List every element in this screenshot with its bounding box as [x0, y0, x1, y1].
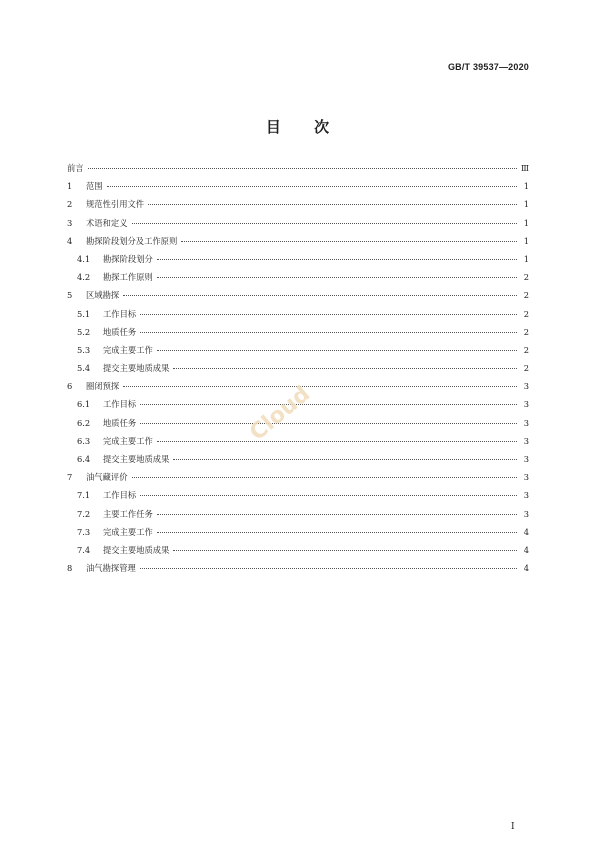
toc-entry-label: 完成主要工作 [103, 435, 153, 446]
toc-entry-label: 油气勘探管理 [86, 563, 136, 574]
toc-entry[interactable] [67, 398, 529, 416]
toc-entry-page: 3 [523, 435, 529, 446]
toc-entry-label: 区域勘探 [86, 290, 120, 301]
toc-entry-page: 1 [523, 253, 529, 264]
toc-entry[interactable] [67, 544, 529, 562]
toc-entry[interactable] [67, 217, 529, 235]
dot-leader [173, 368, 517, 369]
dot-leader [157, 514, 517, 515]
toc-entry-page: Ⅲ [520, 163, 529, 173]
toc-entry-number: 5 [67, 290, 73, 301]
toc-entry-label: 提交主要地质成果 [103, 544, 170, 555]
toc-entry-page: 4 [523, 563, 529, 574]
toc-entry-label: 前言 [67, 163, 84, 173]
standard-code: GB/T 39537—2020 [447, 62, 529, 72]
toc-entry[interactable] [67, 198, 529, 216]
toc-entry-number: 7 [67, 472, 73, 483]
toc-entry-label: 勘探阶段划分 [103, 253, 153, 264]
dot-leader [140, 423, 517, 424]
table-of-contents [67, 162, 529, 580]
toc-entry[interactable] [67, 253, 529, 271]
watermark-logo: Cloud [245, 381, 316, 446]
toc-entry[interactable] [67, 435, 529, 453]
toc-entry-label: 勘探工作原则 [103, 272, 153, 283]
toc-entry[interactable] [67, 271, 529, 289]
toc-entry-label: 术语和定义 [86, 217, 128, 228]
toc-entry-number: 6.2 [77, 417, 91, 428]
dot-leader [173, 550, 517, 551]
toc-entry-page: 4 [523, 544, 529, 555]
toc-entry-label: 工作目标 [103, 399, 137, 410]
toc-entry-number: 5.4 [77, 363, 91, 374]
toc-entry-number: 1 [67, 181, 73, 192]
toc-entry-page: 3 [523, 454, 529, 464]
toc-entry-page: 2 [523, 290, 529, 301]
dot-leader [132, 477, 518, 478]
toc-entry[interactable] [67, 180, 529, 198]
toc-entry-number: 6.4 [77, 454, 91, 464]
toc-entry-page: 2 [523, 363, 529, 374]
toc-entry[interactable] [67, 344, 529, 362]
dot-leader [88, 168, 517, 169]
toc-entry[interactable] [67, 235, 529, 253]
dot-leader [132, 223, 518, 224]
dot-leader [140, 314, 517, 315]
toc-entry-label: 工作目标 [103, 308, 137, 319]
toc-entry-number: 7.3 [77, 526, 91, 537]
toc-entry-number: 8 [67, 563, 73, 574]
dot-leader [157, 350, 517, 351]
toc-entry-page: 1 [523, 181, 529, 192]
dot-leader [107, 186, 517, 187]
toc-entry-page: 2 [523, 344, 529, 355]
toc-entry[interactable] [67, 362, 529, 380]
toc-entry-number: 6.1 [77, 399, 91, 410]
toc-entry-page: 1 [523, 199, 529, 210]
toc-entry[interactable] [67, 380, 529, 398]
dot-leader [173, 459, 517, 460]
toc-entry-label: 完成主要工作 [103, 526, 153, 537]
toc-entry-label: 勘探阶段划分及工作原则 [86, 235, 178, 246]
dot-leader [140, 404, 517, 405]
toc-entry-number: 5.2 [77, 326, 91, 337]
toc-entry[interactable] [67, 417, 529, 435]
dot-leader [148, 204, 517, 205]
toc-entry-page: 3 [523, 399, 529, 410]
dot-leader [140, 568, 517, 569]
toc-entry-page: 2 [523, 308, 529, 319]
toc-entry-number: 7.4 [77, 544, 91, 555]
dot-leader [123, 295, 517, 296]
toc-entry-label: 地质任务 [103, 417, 137, 428]
toc-entry[interactable] [67, 326, 529, 344]
dot-leader [140, 332, 517, 333]
toc-entry-number: 7.1 [77, 490, 91, 501]
toc-entry-page: 2 [523, 326, 529, 337]
toc-entry[interactable] [67, 289, 529, 307]
toc-entry-page: 3 [523, 508, 529, 519]
dot-leader [157, 441, 517, 442]
toc-entry[interactable] [67, 453, 529, 471]
toc-entry-number: 6 [67, 381, 73, 392]
toc-entry-number: 5.3 [77, 344, 91, 355]
dot-leader [123, 386, 517, 387]
page-title [0, 116, 595, 137]
toc-entry-page: 4 [523, 526, 529, 537]
dot-leader [157, 277, 517, 278]
toc-entry-number: 2 [67, 199, 73, 210]
toc-entry-number: 6.3 [77, 435, 91, 446]
toc-entry-label: 工作目标 [103, 490, 137, 501]
title-right-char: 次 [314, 118, 330, 136]
toc-entry-number: 4.2 [77, 272, 91, 283]
toc-entry-page: 1 [523, 217, 529, 228]
dot-leader [140, 495, 517, 496]
dot-leader [157, 259, 517, 260]
toc-entry[interactable] [67, 562, 529, 580]
toc-entry-label: 油气藏评价 [86, 472, 128, 483]
toc-entry[interactable] [67, 489, 529, 507]
toc-entry-page: 3 [523, 381, 529, 392]
toc-entry-page: 3 [523, 472, 529, 483]
toc-entry-page: 1 [523, 235, 529, 246]
toc-entry[interactable] [67, 471, 529, 489]
toc-entry-page: 3 [523, 417, 529, 428]
toc-entry-label: 提交主要地质成果 [103, 454, 170, 464]
title-left-char: 目 [265, 118, 281, 136]
toc-entry-page: 2 [523, 272, 529, 283]
toc-entry-number: 3 [67, 217, 73, 228]
toc-entry-number: 4.1 [77, 253, 91, 264]
toc-entry-label: 圈闭预探 [86, 381, 120, 392]
dot-leader [181, 241, 517, 242]
toc-entry-page: 3 [523, 490, 529, 501]
toc-entry-label: 提交主要地质成果 [103, 363, 170, 374]
toc-entry[interactable] [67, 526, 529, 544]
toc-entry-label: 完成主要工作 [103, 344, 153, 355]
toc-entry-label: 地质任务 [103, 326, 137, 337]
toc-entry[interactable] [67, 308, 529, 326]
toc-entry-label: 范围 [86, 181, 103, 192]
toc-entry-label: 主要工作任务 [103, 508, 153, 519]
toc-entry[interactable] [67, 162, 529, 180]
page-number: I [511, 822, 515, 832]
toc-entry-number: 4 [67, 235, 73, 246]
toc-entry[interactable] [67, 508, 529, 526]
toc-entry-number: 7.2 [77, 508, 91, 519]
dot-leader [157, 532, 517, 533]
toc-entry-number: 5.1 [77, 308, 91, 319]
toc-entry-label: 规范性引用文件 [86, 199, 145, 210]
